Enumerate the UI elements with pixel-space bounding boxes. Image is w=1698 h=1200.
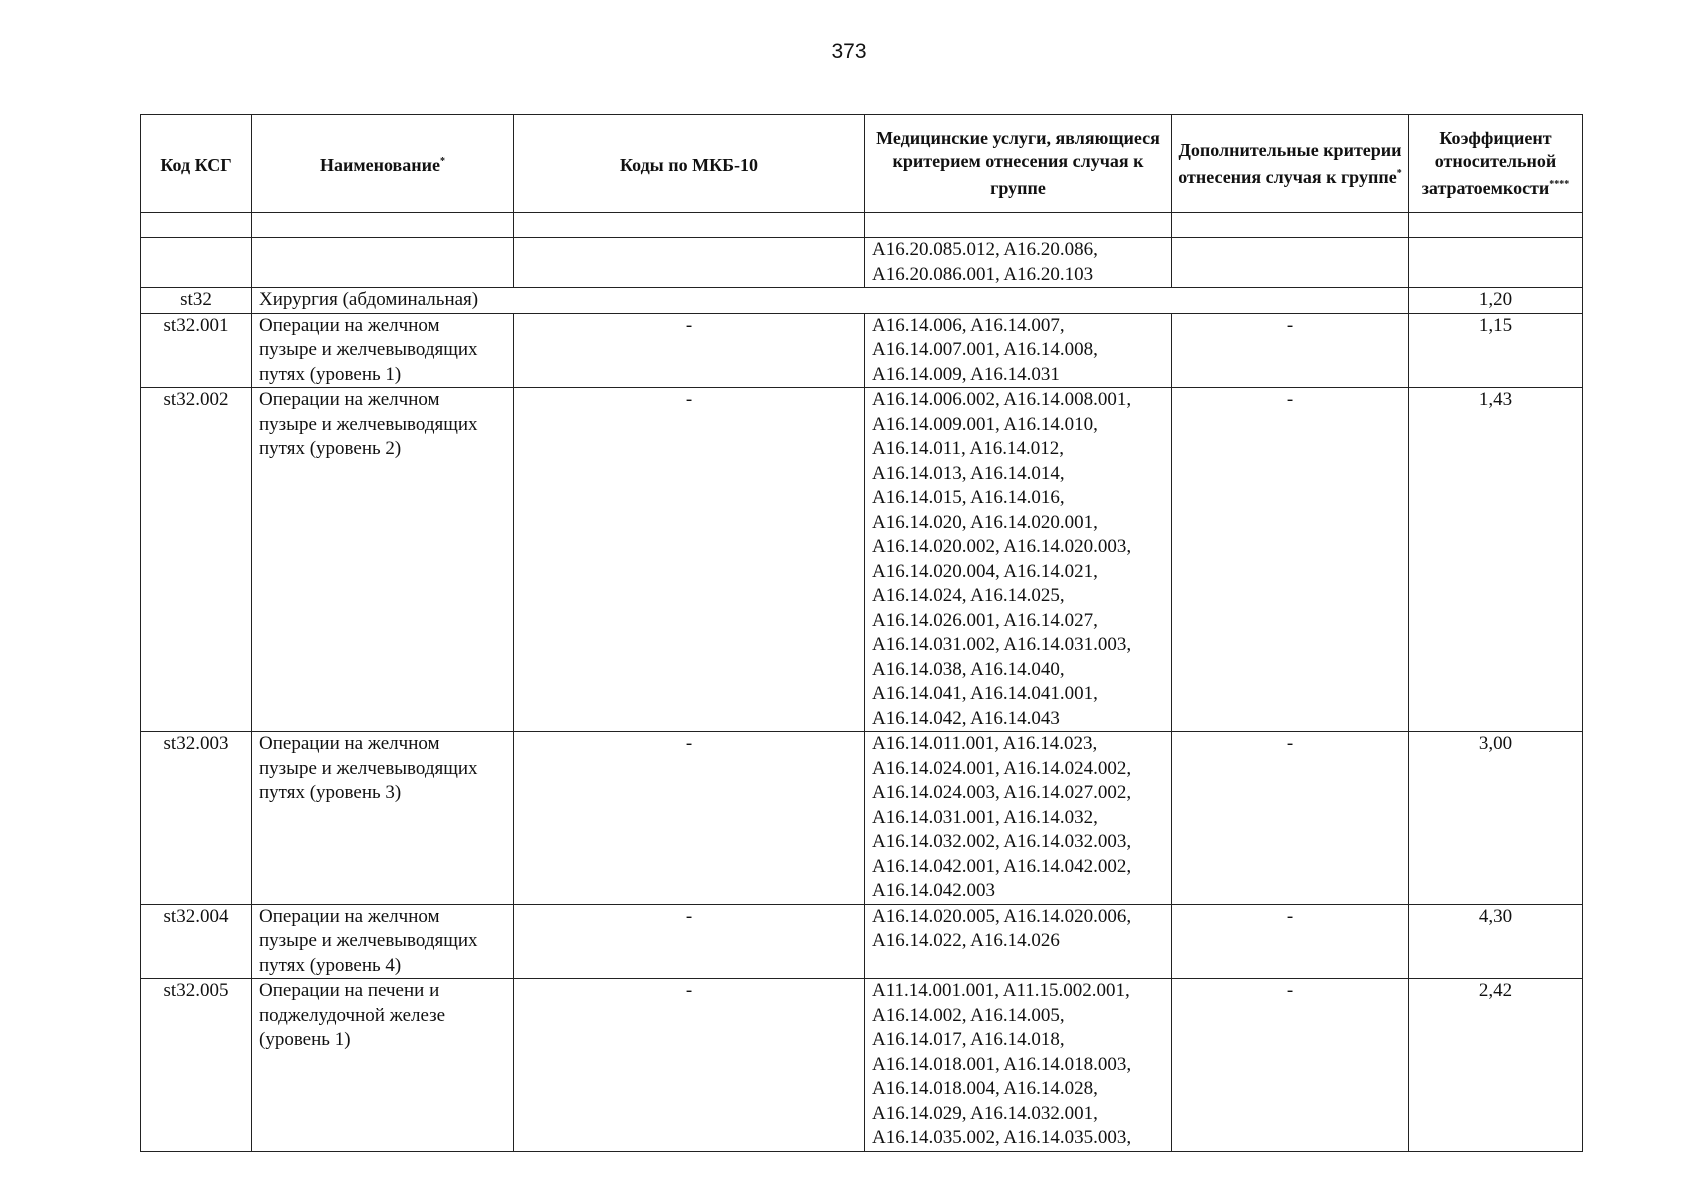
cell-line: A16.14.042.001, A16.14.042.002, [872,855,1132,877]
row-mkb: - [514,313,865,388]
cell-line: пузыре и желчевыводящих [259,413,478,435]
row-coefficient: 4,30 [1409,904,1583,979]
cell-line: (уровень 1) [259,1029,351,1050]
row-mkb: - [514,388,865,732]
row-services [865,732,1172,905]
row-coefficient: 3,00 [1409,732,1583,905]
cell-line: A16.14.020, A16.14.020.001, [872,511,1098,533]
cell-line: A16.14.018.004, A16.14.028, [872,1078,1098,1099]
cell-line: A16.14.011, A16.14.012, [872,438,1064,459]
cell-line: A16.14.042, A16.14.043 [872,707,1060,729]
cell-line: A16.14.006, A16.14.007, [872,314,1065,336]
cell-line: Операции на желчном [259,314,440,336]
cell-line: путях (уровень 2) [259,438,402,459]
cell-line: A16.14.026.001, A16.14.027, [872,609,1098,631]
cell-line: Операции на желчном [259,905,440,927]
row-code: st32.004 [141,904,252,979]
cell-line: пузыре и желчевыводящих [259,757,478,779]
cell-line: пузыре и желчевыводящих [259,339,478,360]
row-name-lines [259,388,506,462]
cell-line: путях (уровень 3) [259,782,402,803]
cell-line: путях (уровень 4) [259,954,402,976]
row-extra-criteria: - [1172,979,1409,1152]
cell-line: A16.14.032.002, A16.14.032.003, [872,831,1132,852]
row-extra-criteria: - [1172,904,1409,979]
cell-line: A16.14.024.003, A16.14.027.002, [872,782,1132,803]
row-extra-criteria: - [1172,732,1409,905]
table-row [141,904,1583,979]
row-services-lines [872,314,1164,388]
table-row [141,313,1583,388]
row-name-lines [259,314,506,388]
row-name [252,904,514,979]
cell-line: A16.14.031.002, A16.14.031.003, [872,634,1132,655]
cell-line: A11.14.001.001, A11.15.002.001, [872,980,1130,1001]
cell-line: A16.14.020.002, A16.14.020.003, [872,536,1132,557]
cell-line: A16.14.017, A16.14.018, [872,1029,1065,1050]
header-mkb: Коды по МКБ-10 [514,115,865,213]
header-services: Медицинские услуги, являющиеся критерием отнесения случая к группе [865,115,1172,213]
table-row [141,979,1583,1152]
cell-line: A16.14.041, A16.14.041.001, [872,683,1098,704]
cell-line: A16.14.015, A16.14.016, [872,487,1065,508]
row-services-lines [872,388,1164,731]
row-name-lines [259,905,506,979]
section-coefficient: 1,20 [1409,288,1583,314]
cell-line: A16.14.042.003 [872,880,995,901]
cell-line: пузыре и желчевыводящих [259,930,478,951]
row-name [252,732,514,905]
header-code: Код КСГ [141,115,252,213]
ksg-table [140,114,1583,1152]
cell-line: A16.14.022, A16.14.026 [872,930,1060,951]
cell-line: A16.14.006.002, A16.14.008.001, [872,389,1132,410]
row-services [865,904,1172,979]
section-row [141,288,1583,314]
cell-line: Операции на желчном [259,733,440,754]
header-extra-criteria: Дополнительные критерии отнесения случая к группе* [1172,115,1409,213]
cell-line: A16.20.086.001, A16.20.103 [872,263,1094,285]
cell-line: A16.14.024.001, A16.14.024.002, [872,757,1132,779]
cell-line: путях (уровень 1) [259,363,402,385]
cell-line: A16.14.013, A16.14.014, [872,462,1065,484]
cell-line: A16.14.038, A16.14.040, [872,658,1065,680]
row-name-lines [259,732,506,806]
row-services-lines [872,979,1164,1151]
cell-line: A16.14.020.005, A16.14.020.006, [872,905,1132,927]
cell-line: Операции на желчном [259,389,440,410]
cell-line: A16.14.024, A16.14.025, [872,585,1065,606]
row-code: st32.001 [141,313,252,388]
row-name-lines [259,979,506,1053]
cell-line: A16.14.031.001, A16.14.032, [872,806,1098,828]
row-extra-criteria: - [1172,313,1409,388]
row-services [865,313,1172,388]
table-row [141,732,1583,905]
row-services [865,388,1172,732]
header-coefficient: Коэффициент относительной затратоемкости**** [1409,115,1583,213]
cell-line: A16.14.007.001, A16.14.008, [872,339,1098,360]
cell-line: A16.14.002, A16.14.005, [872,1004,1065,1026]
row-services [865,979,1172,1152]
cell-line: A16.14.020.004, A16.14.021, [872,560,1098,582]
table-row [141,388,1583,732]
cell-line: A16.14.035.002, A16.14.035.003, [872,1127,1132,1148]
cell-line: A16.14.009.001, A16.14.010, [872,413,1098,435]
row-coefficient: 2,42 [1409,979,1583,1152]
table-header-row [141,115,1583,213]
page-number: 373 [831,40,867,63]
row-coefficient: 1,43 [1409,388,1583,732]
cell-line: A16.14.018.001, A16.14.018.003, [872,1053,1132,1075]
cell-line: Операции на печени и [259,980,440,1001]
row-mkb: - [514,979,865,1152]
continuation-services-cell [865,238,1172,288]
section-name: Хирургия (абдоминальная) [252,288,1409,314]
empty-row [141,213,1583,238]
row-mkb: - [514,904,865,979]
row-mkb: - [514,732,865,905]
row-name [252,388,514,732]
section-code: st32 [141,288,252,314]
row-services-lines [872,905,1164,954]
services-lines [872,238,1164,287]
cell-line: A16.14.009, A16.14.031 [872,363,1060,385]
row-name [252,313,514,388]
cell-line: A16.14.011.001, A16.14.023, [872,733,1098,754]
row-coefficient: 1,15 [1409,313,1583,388]
row-extra-criteria: - [1172,388,1409,732]
row-name [252,979,514,1152]
cell-line: A16.14.029, A16.14.032.001, [872,1102,1098,1124]
header-name: Наименование* [252,115,514,213]
row-services-lines [872,732,1164,904]
cell-line: A16.20.085.012, A16.20.086, [872,239,1098,260]
continuation-row [141,238,1583,288]
cell-line: поджелудочной железе [259,1004,446,1026]
row-code: st32.002 [141,388,252,732]
row-code: st32.003 [141,732,252,905]
row-code: st32.005 [141,979,252,1152]
